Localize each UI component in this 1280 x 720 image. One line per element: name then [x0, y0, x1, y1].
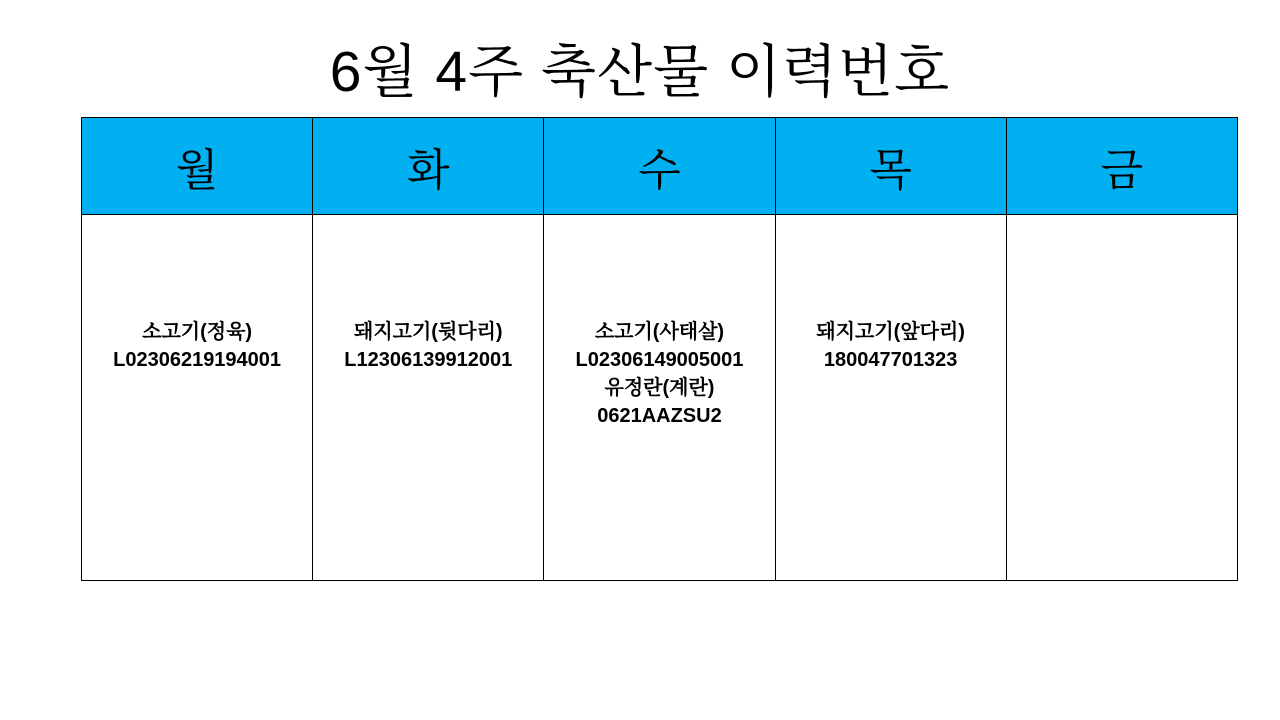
weekly-trace-table [81, 117, 1238, 581]
header-cell-wednesday: 수 [544, 118, 775, 215]
trace-number: L02306219194001 [113, 349, 282, 371]
header-cell-tuesday: 화 [313, 118, 544, 215]
header-cell-friday: 금 [1006, 118, 1237, 215]
page-title: 6월 4주 축산물 이력번호 [329, 40, 951, 104]
cell-wednesday [544, 215, 775, 581]
header-row [82, 118, 1238, 215]
header-cell-thursday: 목 [775, 118, 1006, 215]
product-name: 소고기(정육) [142, 321, 253, 343]
product-name: 유정란(계란) [604, 377, 715, 399]
header-cell-monday: 월 [82, 118, 313, 215]
cell-monday [82, 215, 313, 581]
product-name: 돼지고기(뒷다리) [354, 321, 503, 343]
product-name: 소고기(사태살) [594, 321, 725, 343]
trace-number: L12306139912001 [344, 349, 513, 371]
trace-number: 180047701323 [823, 349, 958, 371]
cell-friday [1006, 215, 1237, 581]
body-row [82, 215, 1238, 581]
cell-thursday [775, 215, 1006, 581]
product-name: 돼지고기(앞다리) [816, 321, 965, 343]
trace-number: 0621AAZSU2 [597, 405, 722, 427]
trace-number: L02306149005001 [575, 349, 744, 371]
cell-tuesday [313, 215, 544, 581]
